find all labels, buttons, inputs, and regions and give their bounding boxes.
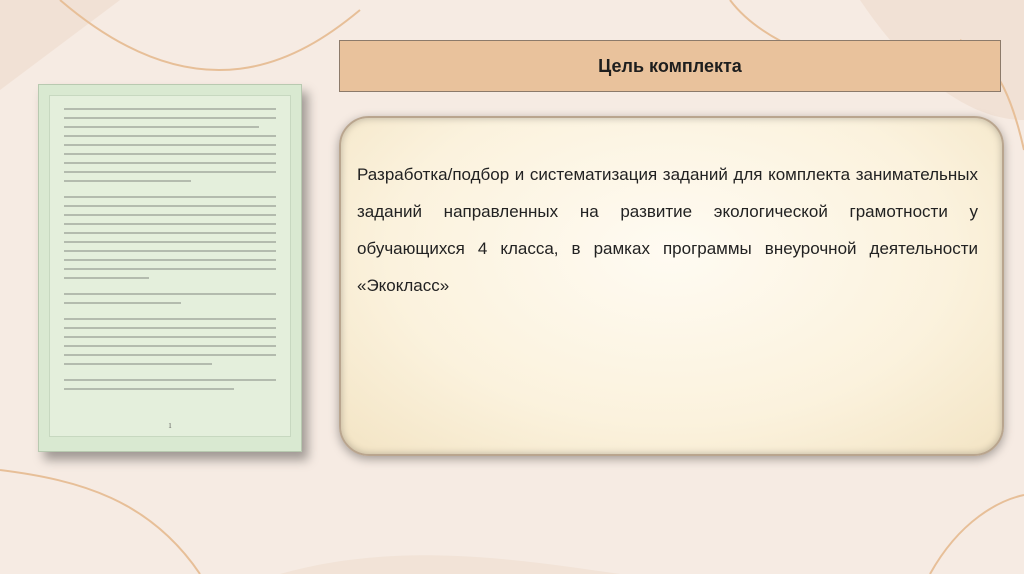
slide-body-text: Разработка/подбор и систематизация заданий для комплекта занимательных заданий направленных на развитие экологической грамотности у обучающихся 4 класса, в рамках программы внеурочной деятельности «Экокласс» <box>357 165 978 295</box>
document-page <box>49 95 291 437</box>
slide-title: Цель комплекта <box>598 55 742 76</box>
title-bar <box>339 40 1001 92</box>
document-page-number: 1 <box>168 422 172 430</box>
document-page-thumbnail <box>38 84 302 452</box>
content-card <box>339 116 1004 456</box>
document-text-lines <box>64 108 276 397</box>
